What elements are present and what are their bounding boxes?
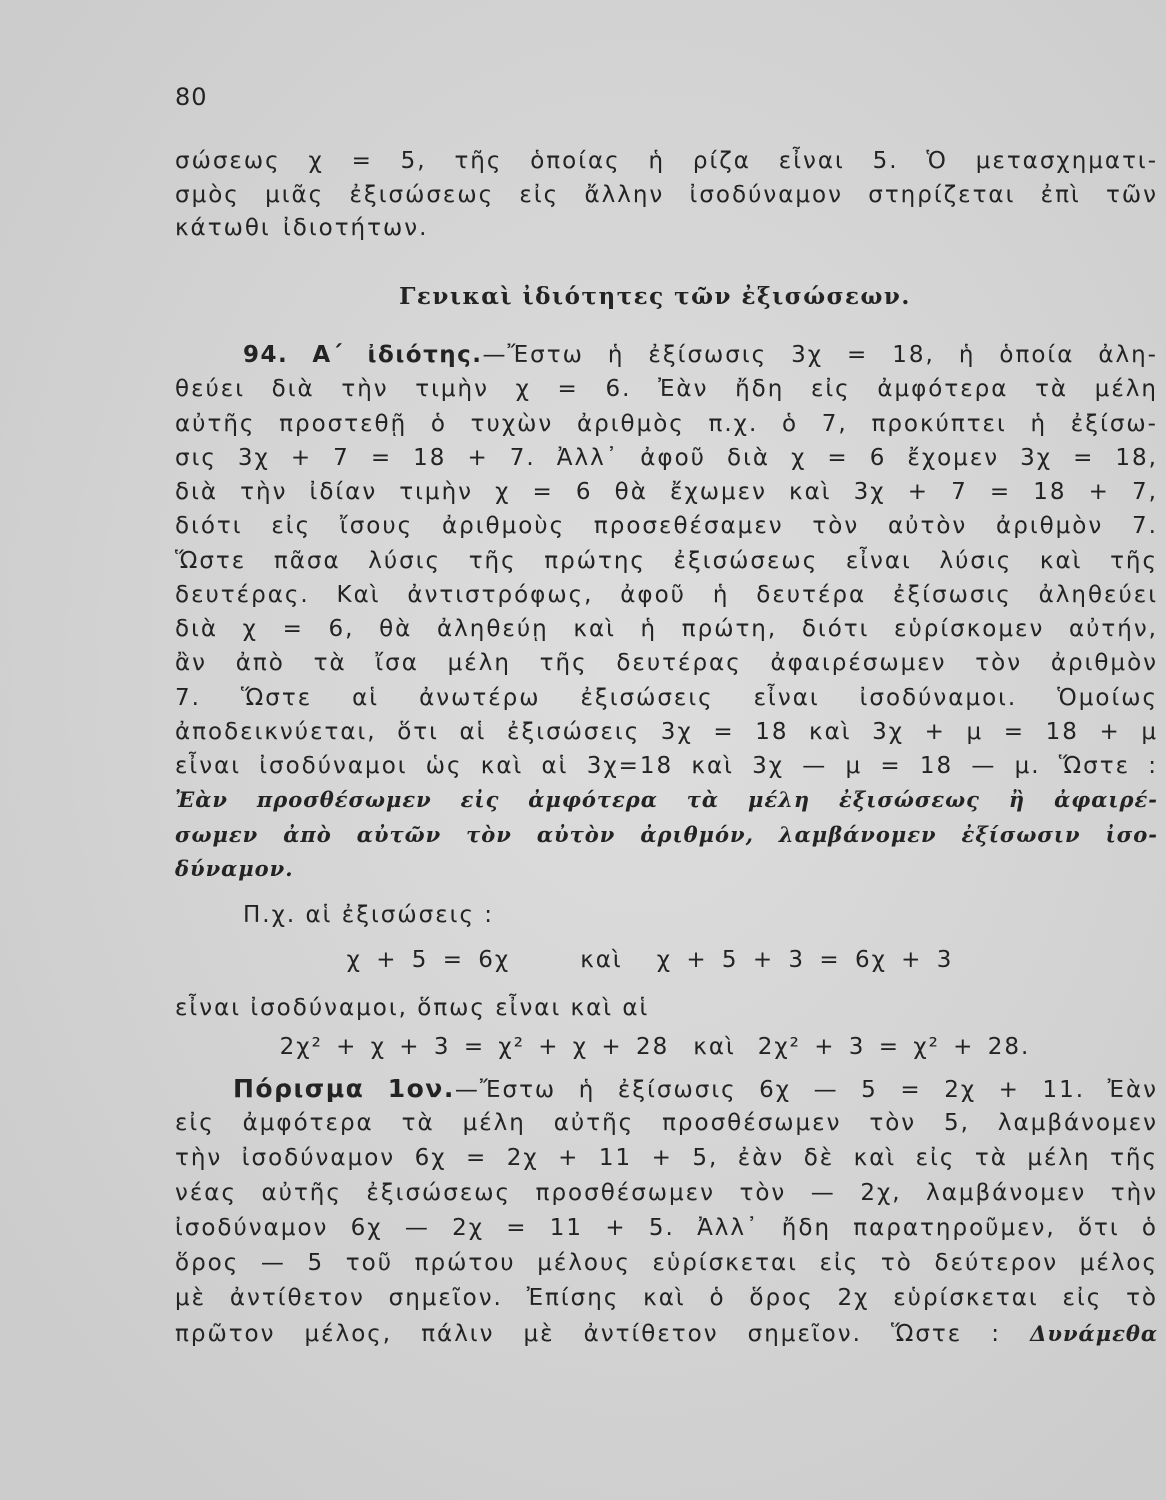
example-intro: Π.χ. αἱ ἐξισώσεις :: [243, 902, 494, 928]
article-line: διότι εἰς ἴσους ἀριθμοὺς προσεθέσαμεν τὸν αὐτὸν ἀριθμὸν 7.: [175, 513, 1158, 540]
corollary-title: Πόρισμα 1ον.: [233, 1074, 455, 1103]
equation-right: 2χ² + 3 = χ² + 28.: [757, 1034, 1031, 1060]
corollary-line: εἰς ἀμφότερα τὰ μέλη αὐτῆς προσθέσωμεν τὸν 5, λαμβάνομεν: [175, 1110, 1158, 1136]
equation-conjunction: καὶ: [580, 947, 623, 973]
equation-pair-1: [175, 943, 1125, 977]
article-line: ἂν ἀπὸ τὰ ἴσα μέλη τῆς δευτέρας ἀφαιρέσωμεν τὸν ἀριθμὸν: [175, 650, 1158, 677]
corollary-emphasis: Δυνάμεθα: [1030, 1321, 1158, 1346]
article-line: Ὥστε πᾶσα λύσις τῆς πρώτης ἐξισώσεως εἶναι λύσις καὶ τῆς: [175, 547, 1158, 574]
intro-line: σμὸς μιᾶς ἐξισώσεως εἰς ἄλλην ἰσοδύναμον στηρίζεται ἐπὶ τῶν: [175, 181, 1158, 208]
article-line: εἶναι ἰσοδύναμοι ὡς καὶ αἱ 3χ=18 καὶ 3χ — μ = 18 — μ. Ὥστε :: [175, 753, 1158, 780]
article-line: 7. Ὥστε αἱ ἀνωτέρω ἐξισώσεις εἶναι ἰσοδύναμοι. Ὁμοίως: [175, 684, 1158, 711]
rule-line: Ἐὰν προσθέσωμεν εἰς ἀμφότερα τὰ μέλη ἐξισώσεως ἢ ἀφαιρέ-: [175, 787, 1158, 813]
intro-line: κάτωθι ἰδιοτήτων.: [175, 215, 429, 241]
article-line: ἀποδεικνύεται, ὅτι αἱ ἐξισώσεις 3χ = 18 καὶ 3χ + μ = 18 + μ: [175, 718, 1158, 745]
corollary-line: τὴν ἰσοδύναμον 6χ = 2χ + 11 + 5, ἐὰν δὲ καὶ εἰς τὰ μέλη τῆς: [175, 1145, 1158, 1171]
article-line: διὰ χ = 6, θὰ ἀληθεύῃ καὶ ἡ πρώτη, διότι εὑρίσκομεν αὐτήν,: [175, 616, 1158, 643]
intro-line: σώσεως χ = 5, τῆς ὁποίας ἡ ρίζα εἶναι 5. Ὁ μετασχηματι-: [175, 148, 1158, 174]
corollary-1: [175, 1071, 1158, 1351]
rule-line: δύναμον.: [175, 855, 294, 881]
equation-right: χ + 5 + 3 = 6χ + 3: [656, 947, 954, 973]
equation-conjunction: καὶ: [693, 1034, 736, 1060]
page-number: 80: [175, 83, 208, 111]
corollary-line: μὲ ἀντίθετον σημεῖον. Ἐπίσης καὶ ὁ ὅρος 2χ εὑρίσκεται εἰς τὸ: [175, 1285, 1158, 1311]
corollary-line: ὅρος — 5 τοῦ πρώτου μέλους εὑρίσκεται εἰς τὸ δεύτερον μέλος: [175, 1250, 1158, 1276]
corollary-last-line: [175, 1316, 1158, 1351]
intro-paragraph: [175, 145, 1158, 246]
corollary-first-line: [175, 1071, 1158, 1106]
rule-line: σωμεν ἀπὸ αὐτῶν τὸν αὐτὸν ἀριθμόν, λαμβάνομεν ἐξίσωσιν ἰσο-: [175, 821, 1158, 847]
article-line: σις 3χ + 7 = 18 + 7. Ἀλλ᾽ ἀφοῦ διὰ χ = 6 ἔχομεν 3χ = 18,: [175, 444, 1158, 471]
equation-left: χ + 5 = 6χ: [346, 947, 511, 973]
article-line: διὰ τὴν ἰδίαν τιμὴν χ = 6 θὰ ἔχωμεν καὶ 3χ + 7 = 18 + 7,: [175, 479, 1158, 506]
equation-pair-2: [175, 1030, 1135, 1064]
example-between-text: εἶναι ἰσοδύναμοι, ὅπως εἶναι καὶ αἱ: [175, 995, 650, 1021]
article-first-line: [175, 338, 1158, 372]
corollary-line: νέας αὐτῆς ἐξισώσεως προσθέσωμεν τὸν — 2χ, λαμβάνομεν τὴν: [175, 1180, 1158, 1206]
equation-left: 2χ² + χ + 3 = χ² + χ + 28: [279, 1034, 670, 1060]
article-94: [175, 338, 1158, 886]
article-line: δευτέρας. Καὶ ἀντιστρόφως, ἀφοῦ ἡ δευτέρα ἐξίσωσις ἀληθεύει: [175, 581, 1158, 608]
article-first-line-text: —Ἔστω ἡ ἐξίσωσις 3χ = 18, ἡ ὁποία ἀλη-: [482, 342, 1158, 368]
corollary-line: ἰσοδύναμον 6χ — 2χ = 11 + 5. Ἀλλ᾽ ἤδη παρατηροῦμεν, ὅτι ὁ: [175, 1215, 1158, 1241]
section-heading: Γενικαὶ ἰδιότητες τῶν ἐξισώσεων.: [399, 283, 911, 310]
article-title: 94. Α΄ ἰδιότης.: [243, 342, 483, 368]
article-line: αὐτῆς προστεθῇ ὁ τυχὼν ἀριθμὸς π.χ. ὁ 7, προκύπτει ἡ ἐξίσω-: [175, 410, 1158, 437]
article-line: θεύει διὰ τὴν τιμὴν χ = 6. Ἐὰν ἤδη εἰς ἀμφότερα τὰ μέλη: [175, 376, 1158, 403]
corollary-first-line-text: —Ἔστω ἡ ἐξίσωσις 6χ — 5 = 2χ + 11. Ἐὰν: [454, 1077, 1158, 1103]
corollary-last-line-text: πρῶτον μέλος, πάλιν μὲ ἀντίθετον σημεῖον. Ὥστε :: [175, 1321, 1002, 1347]
